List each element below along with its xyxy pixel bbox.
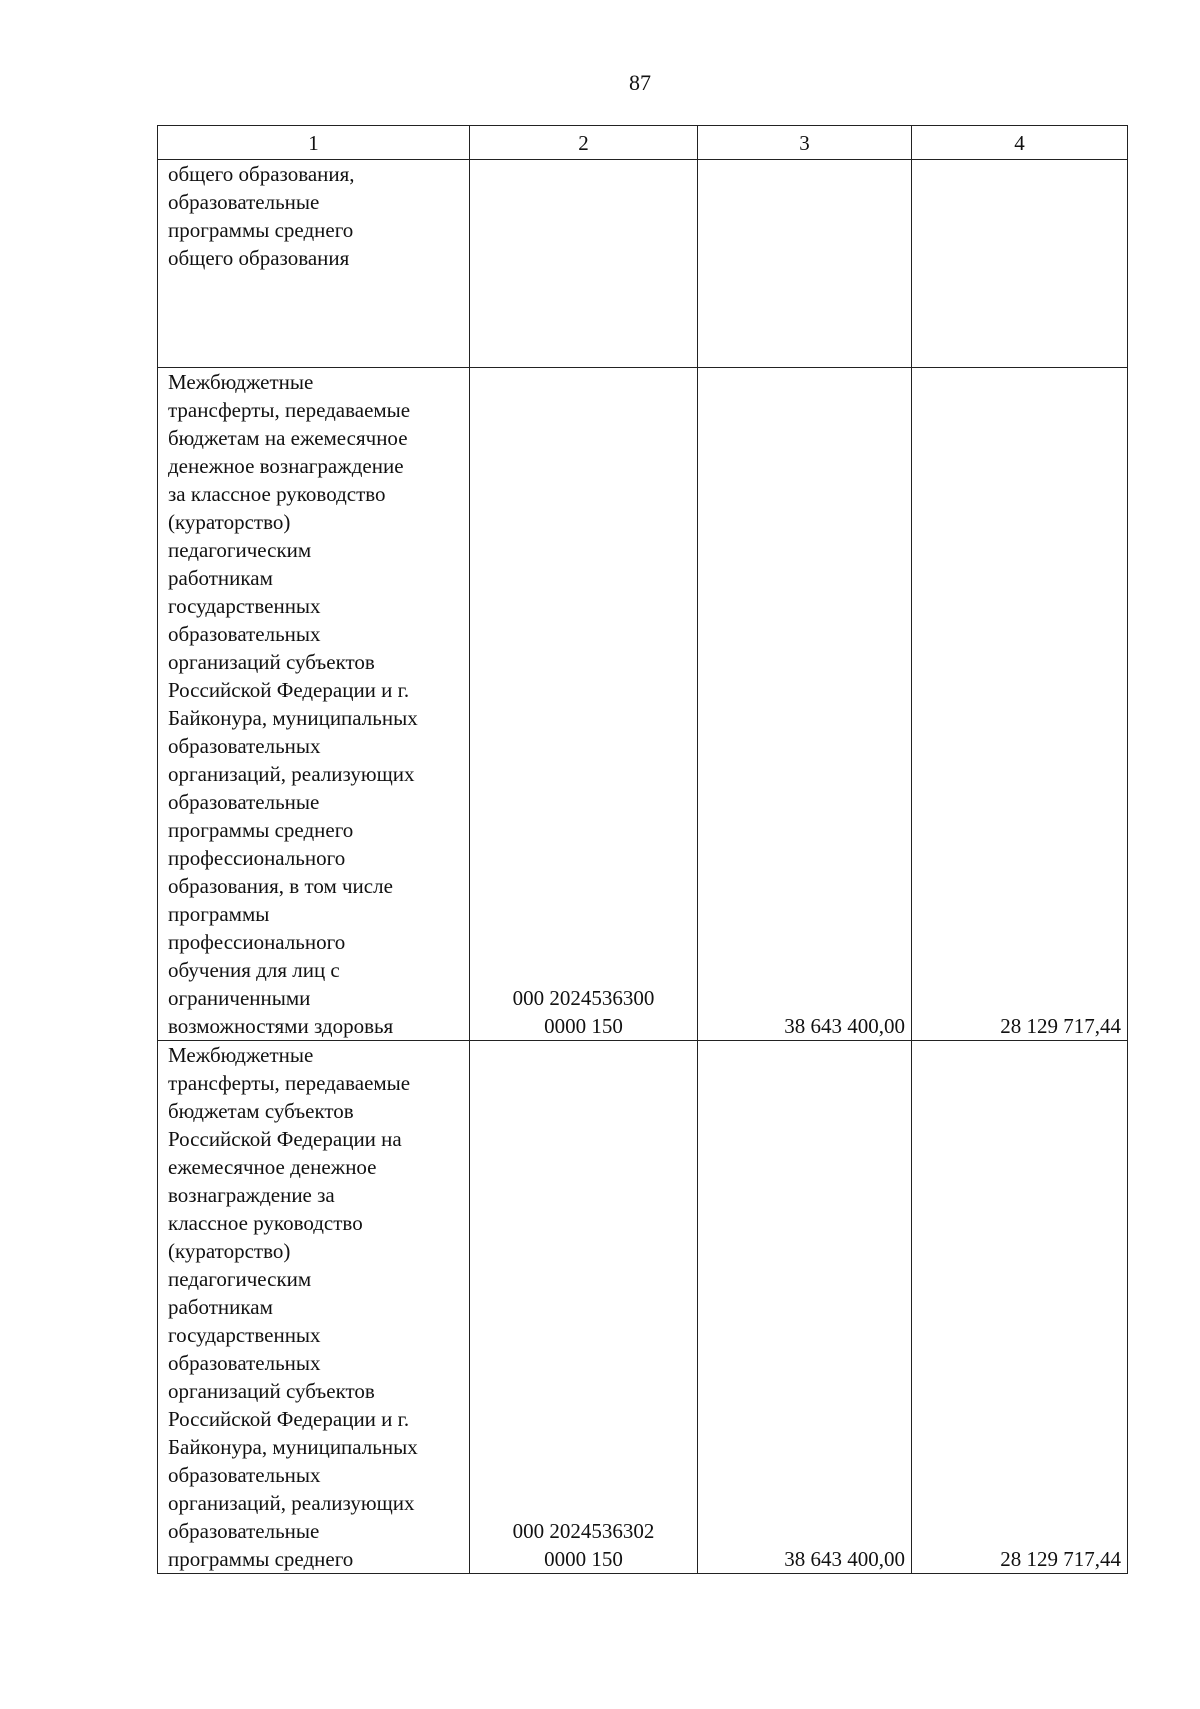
row-code: 000 2024536300 0000 150: [470, 368, 698, 1041]
row-description: общего образования, образовательные программы среднего общего образования: [158, 160, 470, 368]
row-description: Межбюджетные трансферты, передаваемые бюджетам на ежемесячное денежное вознаграждение за классное руководство (кураторство) педагогическим работникам государственных образовательных организаций субъектов Российской Федерации и г. Байконура, муниципальных образовательных организаций, реализующих образовательные программы среднего профессионального образования, в том числе программы профессионального обучения для лиц с ограниченными возможностями здоровья: [158, 368, 470, 1041]
column-header-4: 4: [912, 126, 1128, 160]
row-value-4: [912, 160, 1128, 368]
table-header-row: [158, 126, 1128, 160]
table-row: [158, 368, 1128, 1041]
row-value-4: 28 129 717,44: [912, 1041, 1128, 1574]
column-header-2: 2: [470, 126, 698, 160]
budget-table: [157, 125, 1127, 1574]
column-header-1: 1: [158, 126, 470, 160]
page-number: 87: [629, 70, 651, 95]
row-value-3: 38 643 400,00: [698, 1041, 912, 1574]
table-row: [158, 160, 1128, 368]
row-description: Межбюджетные трансферты, передаваемые бюджетам субъектов Российской Федерации на ежемесячное денежное вознаграждение за классное руководство (кураторство) педагогическим работникам государственных образовательных организаций субъектов Российской Федерации и г. Байконура, муниципальных образовательных организаций, реализующих образовательные программы среднего: [158, 1041, 470, 1574]
column-header-3: 3: [698, 126, 912, 160]
row-value-3: [698, 160, 912, 368]
row-value-4: 28 129 717,44: [912, 368, 1128, 1041]
table-row: [158, 1041, 1128, 1574]
row-value-3: 38 643 400,00: [698, 368, 912, 1041]
budget-table-grid: [157, 125, 1128, 1574]
row-code: 000 2024536302 0000 150: [470, 1041, 698, 1574]
row-code: [470, 160, 698, 368]
